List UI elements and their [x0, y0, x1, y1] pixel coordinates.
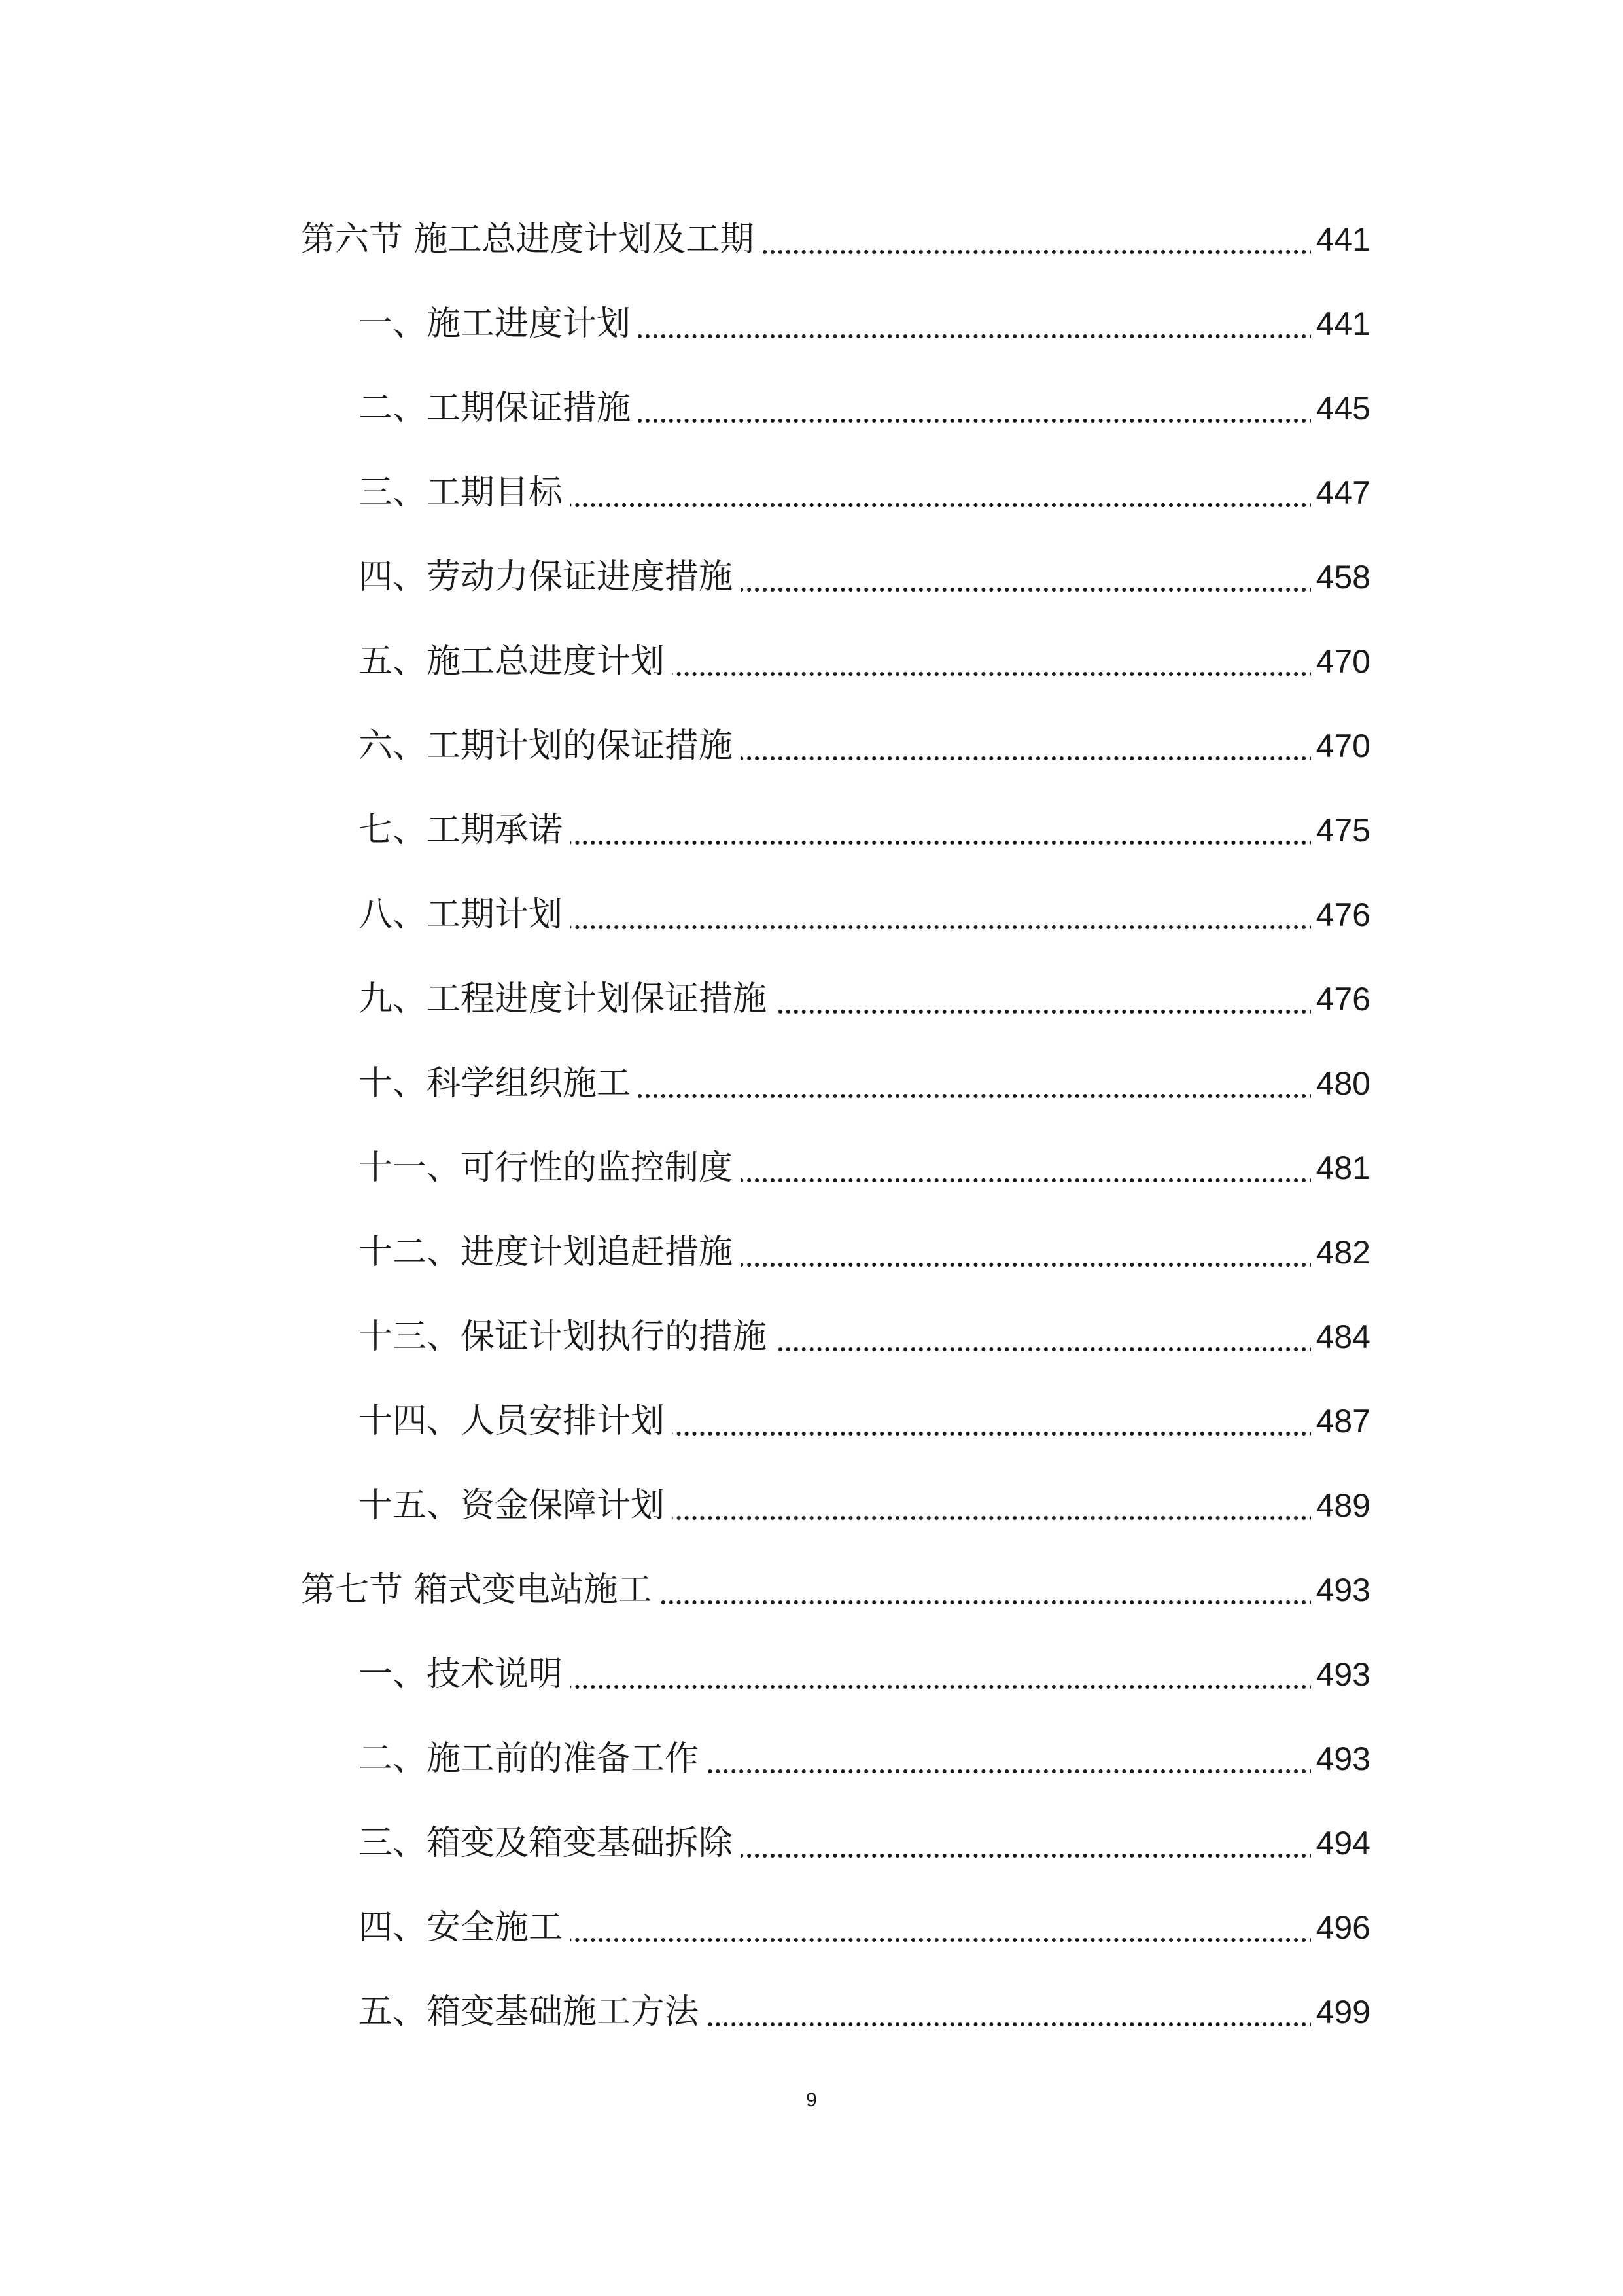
- toc-entry-title: 五、施工总进度计划: [358, 641, 672, 682]
- toc-entry-title: 二、施工前的准备工作: [358, 1738, 707, 1780]
- toc-entry-title: 三、箱变及箱变基础拆除: [358, 1822, 741, 1864]
- toc-entry[interactable]: [0, 1222, 1623, 1281]
- toc-entry-title: 十二、进度计划追赶措施: [358, 1231, 741, 1273]
- toc-entry-page: 494: [1311, 1822, 1370, 1864]
- toc-entry-title: 九、工程进度计划保证措施: [358, 978, 775, 1020]
- toc-entry-title: 四、劳动力保证进度措施: [358, 556, 741, 598]
- toc-leader-dots: [497, 1685, 1314, 1689]
- toc-entry-title: 六、工期计划的保证措施: [358, 725, 741, 767]
- toc-entry-page: 493: [1311, 1569, 1370, 1611]
- toc-entry-page: 441: [1311, 303, 1370, 345]
- toc-entry-title: 十四、人员安排计划: [358, 1400, 672, 1442]
- page-number: 9: [806, 2089, 817, 2111]
- toc-entry[interactable]: [0, 885, 1623, 944]
- toc-entry[interactable]: [0, 1307, 1623, 1366]
- toc-entry-page: 489: [1311, 1485, 1370, 1527]
- toc-entry-page: 445: [1311, 387, 1370, 429]
- toc-entry-title: 四、安全施工: [358, 1907, 570, 1949]
- toc-entry-page: 480: [1311, 1063, 1370, 1104]
- toc-entry-page: 493: [1311, 1653, 1370, 1695]
- toc-entry[interactable]: [0, 463, 1623, 521]
- toc-entry[interactable]: [0, 378, 1623, 437]
- toc-entry[interactable]: [0, 1982, 1623, 2041]
- toc-entry-page: 481: [1311, 1147, 1370, 1189]
- toc-entry-page: 499: [1311, 1991, 1370, 2033]
- toc-entry[interactable]: [0, 969, 1623, 1028]
- toc-entry[interactable]: [0, 547, 1623, 606]
- toc-entry[interactable]: [0, 1898, 1623, 1956]
- toc-entry-title: 八、工期计划: [358, 894, 570, 936]
- toc-entry-title: 十、科学组织施工: [358, 1063, 638, 1104]
- toc-entry[interactable]: [0, 1729, 1623, 1788]
- toc-entry-page: 458: [1311, 556, 1370, 598]
- toc-entry-page: 470: [1311, 725, 1370, 767]
- toc-entry-title: 十一、可行性的监控制度: [358, 1147, 741, 1189]
- toc-leader-dots: [497, 841, 1314, 845]
- toc-entry[interactable]: [0, 209, 1623, 268]
- toc-entry-page: 496: [1311, 1907, 1370, 1949]
- toc-entry[interactable]: [0, 1644, 1623, 1703]
- toc-entry[interactable]: [0, 1475, 1623, 1534]
- toc-entry-page: 476: [1311, 978, 1370, 1020]
- toc-entry-page: 484: [1311, 1316, 1370, 1358]
- toc-entry[interactable]: [0, 1138, 1623, 1197]
- toc-entry[interactable]: [0, 294, 1623, 353]
- toc-entry-page: 487: [1311, 1400, 1370, 1442]
- toc-entry-title: 一、技术说明: [358, 1653, 570, 1695]
- toc-entry-page: 441: [1311, 219, 1370, 260]
- toc-entry-title: 十三、保证计划执行的措施: [358, 1316, 775, 1358]
- toc-entry-title: 第七节 箱式变电站施工: [301, 1569, 660, 1611]
- toc-entry-title: 二、工期保证措施: [358, 387, 638, 429]
- toc-entry-page: 476: [1311, 894, 1370, 936]
- toc-entry-title: 十五、资金保障计划: [358, 1485, 672, 1527]
- toc-entry[interactable]: [0, 1560, 1623, 1619]
- toc-leader-dots: [497, 1938, 1314, 1942]
- toc-entry-title: 三、工期目标: [358, 472, 570, 514]
- toc-entry-title: 一、施工进度计划: [358, 303, 638, 345]
- toc-entry-title: 七、工期承诺: [358, 809, 570, 851]
- toc-entry-page: 447: [1311, 472, 1370, 514]
- toc-entry-title: 第六节 施工总进度计划及工期: [301, 219, 762, 260]
- toc-entry-page: 470: [1311, 641, 1370, 682]
- toc-entry[interactable]: [0, 716, 1623, 775]
- toc-leader-dots: [497, 925, 1314, 929]
- toc-entry-page: 475: [1311, 809, 1370, 851]
- toc-entry-page: 482: [1311, 1231, 1370, 1273]
- toc-entry-title: 五、箱变基础施工方法: [358, 1991, 707, 2033]
- toc-entry[interactable]: [0, 631, 1623, 690]
- toc-entry[interactable]: [0, 1053, 1623, 1112]
- toc-entry[interactable]: [0, 1391, 1623, 1450]
- toc-entry-page: 493: [1311, 1738, 1370, 1780]
- toc-entry[interactable]: [0, 1813, 1623, 1872]
- toc-leader-dots: [497, 503, 1314, 507]
- toc-entry[interactable]: [0, 800, 1623, 859]
